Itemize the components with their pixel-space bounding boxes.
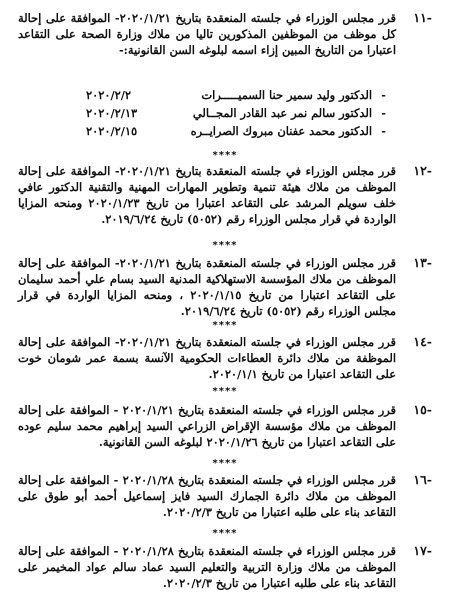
retiree-row [86, 88, 386, 106]
decision-item [18, 255, 432, 319]
item-number: -١٢ [413, 163, 432, 178]
item-text: قرر مجلس الوزراء في جلسته المنعقدة بتاريخ ٢٠٢٠/١/٢٨ - الموافقة على إحالة الموظف من ملاك دائرة الجمارك السيد فايز إسماعيل أحمد أبو طوق على التقاعد بناء على طلبه اعتبارا من تاريخ ٢٠٢٠/٢/٣. [18, 473, 396, 519]
decision-item [18, 334, 432, 382]
decision-item [18, 402, 432, 450]
decision-item [18, 543, 432, 591]
retiree-row [86, 106, 386, 124]
item-text: قرر مجلس الوزراء في جلسته المنعقدة بتاريخ ٢٠٢٠/١/٢١- الموافقة على إحالة كل موظف من الموظفين المذكورين تاليا من ملاك وزارة الصحة على التقاعد اعتبارا من التاريخ المبين إزاء اسمه لبلوغه السن القانونية:- [18, 11, 396, 57]
decision-item [18, 163, 432, 227]
list-dash: - [381, 88, 386, 102]
item-number: -١٧ [413, 543, 432, 558]
item-text: قرر مجلس الوزراء في جلسته المنعقدة بتاريخ ٢٠٢٠/١/٢٨ - الموافقة على إحالة الموظف من ملاك وزارة التربية والتعليم السيد عماد سالم عواد المخيمر على التقاعد بناء على طلبه اعتبارا من تاريخ ٢٠٢٠/٢/٣. [18, 544, 396, 590]
item-text: قرر مجلس الوزراء في جلسته المنعقدة بتاريخ ٢٠٢٠/١/٢١ - الموافقة على إحالة الموظف من ملاك مؤسسة الإقراض الزراعي السيد إبراهيم محمد سليم عوده على التقاعد اعتبارا من تاريخ ٢٠٢٠/١/٢٦ لبلوغه السن القانونية. [18, 403, 396, 449]
item-number: -١٥ [413, 402, 432, 417]
separator: **** [212, 386, 238, 397]
retiree-name: الدكتور سالم نمر عبد القادر المجــالي [192, 106, 372, 120]
item-number: -١٣ [413, 255, 432, 270]
retiree-name: الدكتور وليد سمير حنا السميـــــرات [201, 88, 372, 102]
retiree-row [86, 124, 386, 142]
retiree-date: ٢٠٢٠/٢/١٥ [86, 124, 138, 138]
item-number: -١٦ [413, 472, 432, 487]
list-dash: - [381, 106, 386, 120]
separator: **** [212, 150, 238, 161]
retiree-name: الدكتور محمد عفنان مبروك الصرايــره [190, 124, 372, 138]
list-dash: - [381, 124, 386, 138]
decision-item [18, 472, 432, 520]
retiree-list [86, 88, 386, 142]
separator: **** [212, 458, 238, 469]
item-text: قرر مجلس الوزراء في جلسته المنعقدة بتاريخ ٢٠٢٠/١/٢١- الموافقة على إحالة الموظفة من ملاك دائرة العطاءات الحكومية الآنسة بسمة عمر شومان خوت على التقاعد اعتبارا من تاريخ ٢٠٢٠/١/١. [18, 335, 396, 381]
item-number: -١١ [413, 10, 432, 25]
separator: **** [212, 240, 238, 251]
decision-item [18, 10, 432, 58]
retiree-date: ٢٠٢٠/٢/٢ [86, 88, 132, 102]
separator: **** [212, 528, 238, 539]
item-text: قرر مجلس الوزراء في جلسته المنعقدة بتاريخ ٢٠٢٠/١/٢١- الموافقة على إحالة الموظف من ملاك هيئة تنمية وتطوير المهارات المهنية والتقنية الدكتور عافي خلف سويلم المرشد على التقاعد اعتبارا من تاريخ ٢٠٢٠/١/٢٣ ومنحه المزايا الواردة في قرار مجلس الوزراء رقم (٥٠٥٢) تاريخ ٢٠١٩/٦/٢٤. [18, 164, 396, 226]
separator: **** [212, 320, 238, 331]
retiree-date: ٢٠٢٠/٢/١٣ [86, 106, 138, 120]
item-text: قرر مجلس الوزراء في جلسته المنعقدة بتاريخ ٢٠٢٠/١/٢١- الموافقة على إحالة الموظف من ملاك المؤسسة الاستهلاكية المدنية السيد بسام علي أحمد سليمان على التقاعد اعتبارا من تاريخ ٢٠٢٠/١/١٥ ، ومنحه المزايا الواردة في قرار مجلس الوزراء رقم (٥٠٥٢) تاريخ ٢٠١٩/٦/٢٤. [18, 256, 396, 318]
item-number: -١٤ [413, 334, 432, 349]
